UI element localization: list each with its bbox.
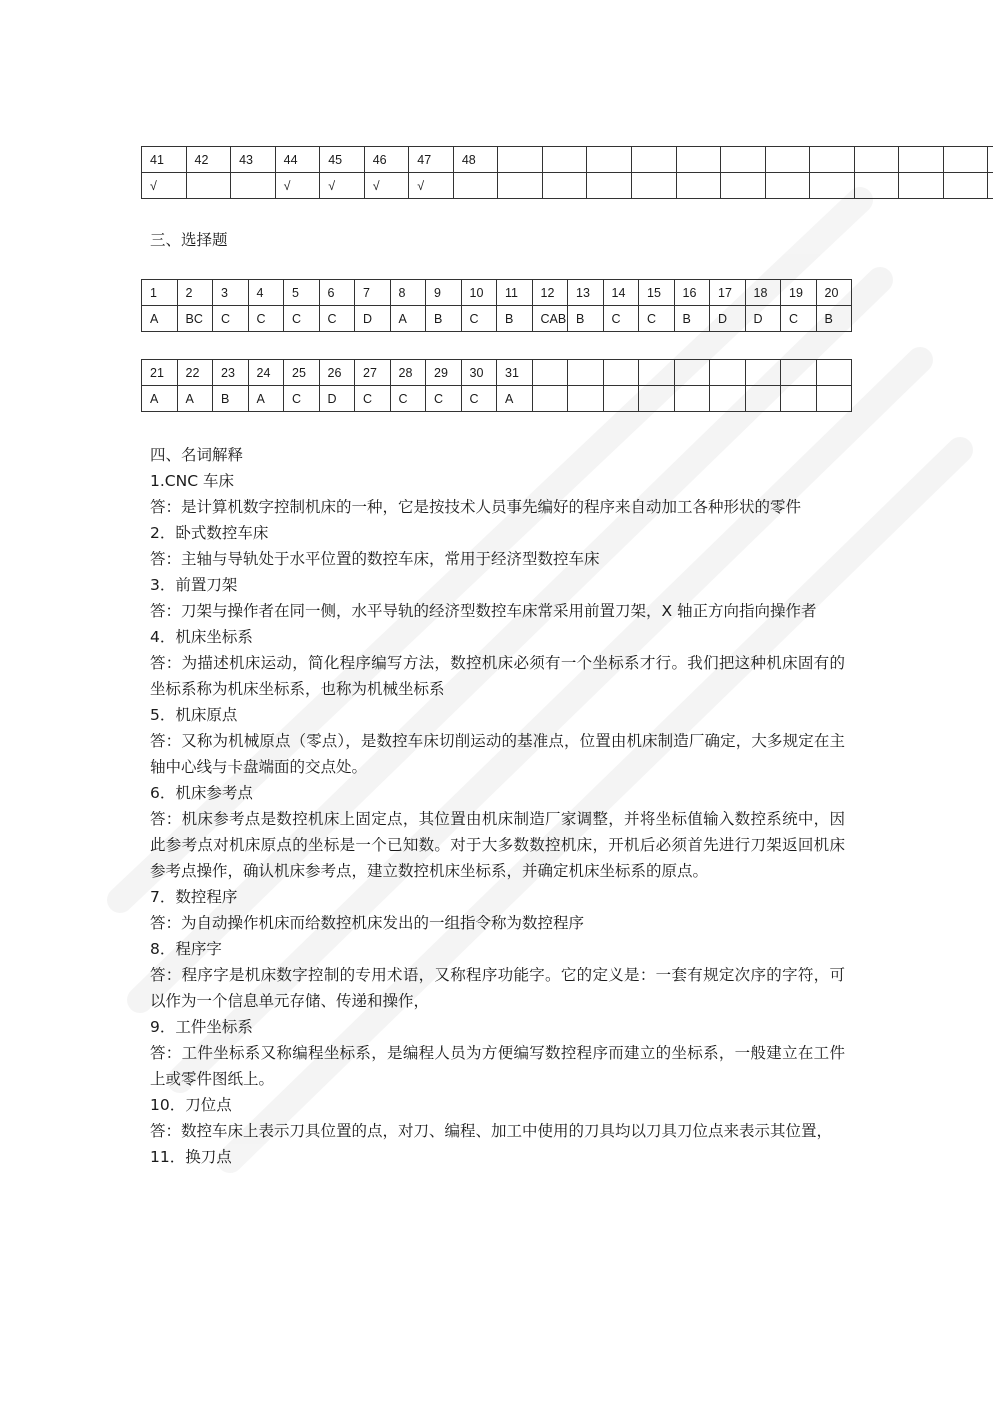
- answer-cell: A: [142, 386, 178, 412]
- question-number-cell: 47: [409, 147, 454, 173]
- question-number-cell: 48: [453, 147, 498, 173]
- question-number-cell: 26: [319, 360, 355, 386]
- question-number-cell: [854, 147, 899, 173]
- answer-cell: C: [284, 386, 320, 412]
- question-number-cell: [988, 147, 993, 173]
- glossary-term: 2．卧式数控车床: [150, 524, 269, 542]
- question-number-cell: [603, 360, 639, 386]
- glossary-term: 11．换刀点: [150, 1148, 232, 1166]
- glossary-term: 10．刀位点: [150, 1096, 232, 1114]
- question-number-cell: 13: [568, 280, 604, 306]
- table-row: [142, 173, 993, 199]
- answer-cell: [632, 173, 677, 199]
- glossary-section: [150, 442, 845, 1170]
- answer-cell: D: [319, 386, 355, 412]
- question-number-cell: 7: [355, 280, 391, 306]
- answer-cell: [781, 386, 817, 412]
- question-number-cell: 15: [639, 280, 675, 306]
- answer-cell: A: [390, 306, 426, 332]
- question-number-cell: 5: [284, 280, 320, 306]
- question-number-cell: 27: [355, 360, 391, 386]
- question-number-cell: 6: [319, 280, 355, 306]
- glossary-answer: 答：程序字是机床数字控制的专用术语，又称程序功能字。它的定义是：一套有规定次序的字符，可以作为一个信息单元存储、传递和操作，: [150, 966, 845, 1010]
- question-number-cell: 1: [142, 280, 178, 306]
- question-number-cell: [781, 360, 817, 386]
- glossary-term: 4．机床坐标系: [150, 628, 253, 646]
- table-row: [142, 386, 852, 412]
- answer-cell: [765, 173, 810, 199]
- answer-cell: C: [461, 306, 497, 332]
- question-number-cell: [632, 147, 677, 173]
- answer-cell: C: [781, 306, 817, 332]
- glossary-answer: 答：主轴与导轨处于水平位置的数控车床，常用于经济型数控车床: [150, 550, 600, 568]
- answer-cell: [745, 386, 781, 412]
- answer-cell: A: [177, 386, 213, 412]
- table-row: [142, 280, 852, 306]
- question-number-cell: 4: [248, 280, 284, 306]
- question-number-cell: 22: [177, 360, 213, 386]
- table-row: [142, 306, 852, 332]
- question-number-cell: 29: [426, 360, 462, 386]
- answer-cell: [639, 386, 675, 412]
- answer-cell: BC: [177, 306, 213, 332]
- answer-cell: B: [816, 306, 852, 332]
- glossary-term: 7．数控程序: [150, 888, 238, 906]
- question-number-cell: 2: [177, 280, 213, 306]
- question-number-cell: [568, 360, 604, 386]
- glossary-answer: 答：数控车床上表示刀具位置的点，对刀、编程、加工中使用的刀具均以刀具刀位点来表示其位置，: [150, 1122, 833, 1140]
- section-heading-glossary: 四、名词解释: [150, 446, 244, 464]
- answer-cell: [603, 386, 639, 412]
- answer-cell: B: [213, 386, 249, 412]
- answer-cell: C: [319, 306, 355, 332]
- answer-cell: [854, 173, 899, 199]
- glossary-answer: 答：为描述机床运动，简化程序编写方法，数控机床必须有一个坐标系才行。我们把这种机床固有的坐标系称为机床坐标系，也称为机械坐标系: [150, 654, 845, 698]
- glossary-answer: 答：又称为机械原点（零点），是数控车床切削运动的基准点，位置由机床制造厂确定，大多规定在主轴中心线与卡盘端面的交点处。: [150, 732, 845, 776]
- answer-cell: [674, 386, 710, 412]
- glossary-term: 5．机床原点: [150, 706, 238, 724]
- answer-cell: C: [213, 306, 249, 332]
- question-number-cell: [816, 360, 852, 386]
- question-number-cell: [810, 147, 855, 173]
- question-number-cell: 46: [364, 147, 409, 173]
- answer-cell: A: [142, 306, 178, 332]
- glossary-answer: 答：为自动操作机床而给数控机床发出的一组指令称为数控程序: [150, 914, 585, 932]
- question-number-cell: [943, 147, 988, 173]
- glossary-term: 8．程序字: [150, 940, 222, 958]
- question-number-cell: 9: [426, 280, 462, 306]
- question-number-cell: 43: [231, 147, 276, 173]
- section-heading-multiple-choice: 三、选择题: [150, 231, 228, 249]
- question-number-cell: 8: [390, 280, 426, 306]
- question-number-cell: [899, 147, 944, 173]
- question-number-cell: 10: [461, 280, 497, 306]
- answer-cell: C: [603, 306, 639, 332]
- answer-cell: D: [745, 306, 781, 332]
- question-number-cell: 19: [781, 280, 817, 306]
- answer-cell: [943, 173, 988, 199]
- glossary-term: 9．工件坐标系: [150, 1018, 253, 1036]
- question-number-cell: 42: [186, 147, 231, 173]
- table-row: [142, 360, 852, 386]
- answer-cell: [231, 173, 276, 199]
- glossary-answer: 答：刀架与操作者在同一侧，水平导轨的经济型数控车床常采用前置刀架，X 轴正方向指向操作者: [150, 602, 817, 620]
- question-number-cell: [674, 360, 710, 386]
- question-number-cell: 11: [497, 280, 533, 306]
- answer-cell: √: [409, 173, 454, 199]
- glossary-term: 6．机床参考点: [150, 784, 253, 802]
- question-number-cell: [745, 360, 781, 386]
- answer-cell: B: [674, 306, 710, 332]
- answer-cell: [587, 173, 632, 199]
- question-number-cell: 16: [674, 280, 710, 306]
- question-number-cell: 30: [461, 360, 497, 386]
- answer-cell: [186, 173, 231, 199]
- answer-cell: D: [710, 306, 746, 332]
- answer-cell: C: [355, 386, 391, 412]
- question-number-cell: 25: [284, 360, 320, 386]
- question-number-cell: 28: [390, 360, 426, 386]
- answer-cell: A: [248, 386, 284, 412]
- question-number-cell: [587, 147, 632, 173]
- answer-cell: √: [320, 173, 365, 199]
- answer-cell: A: [497, 386, 533, 412]
- question-number-cell: 17: [710, 280, 746, 306]
- question-number-cell: [721, 147, 766, 173]
- question-number-cell: [639, 360, 675, 386]
- answer-cell: [710, 386, 746, 412]
- question-number-cell: 14: [603, 280, 639, 306]
- glossary-answer: 答：工件坐标系又称编程坐标系，是编程人员为方便编写数控程序而建立的坐标系，一般建立在工件上或零件图纸上。: [150, 1044, 845, 1088]
- question-number-cell: 41: [142, 147, 187, 173]
- answer-cell: √: [142, 173, 187, 199]
- answer-cell: B: [497, 306, 533, 332]
- answer-cell: [542, 173, 587, 199]
- answer-cell: C: [639, 306, 675, 332]
- question-number-cell: [542, 147, 587, 173]
- answer-cell: [676, 173, 721, 199]
- answer-cell: D: [355, 306, 391, 332]
- answer-cell: C: [461, 386, 497, 412]
- multiple-choice-answer-table-2: [141, 359, 852, 412]
- answer-cell: [453, 173, 498, 199]
- question-number-cell: 23: [213, 360, 249, 386]
- question-number-cell: 45: [320, 147, 365, 173]
- question-number-cell: [676, 147, 721, 173]
- answer-cell: [498, 173, 543, 199]
- answer-cell: [532, 386, 568, 412]
- answer-cell: [988, 173, 993, 199]
- question-number-cell: [710, 360, 746, 386]
- glossary-term: 1.CNC 车床: [150, 472, 234, 490]
- answer-cell: C: [248, 306, 284, 332]
- true-false-answer-table: [141, 146, 993, 199]
- glossary-answer: 答：机床参考点是数控机床上固定点，其位置由机床制造厂家调整，并将坐标值输入数控系统中，因此参考点对机床原点的坐标是一个已知数。对于大多数数控机床，开机后必须首先进行刀架返回机床参考点操作，确认机床参考点，建立数控机床坐标系，并确定机床坐标系的原点。: [150, 810, 845, 880]
- answer-cell: [810, 173, 855, 199]
- question-number-cell: [765, 147, 810, 173]
- answer-cell: CAB: [532, 306, 568, 332]
- answer-cell: √: [275, 173, 320, 199]
- multiple-choice-answer-table-1: [141, 279, 852, 332]
- answer-cell: B: [568, 306, 604, 332]
- question-number-cell: [498, 147, 543, 173]
- answer-cell: [721, 173, 766, 199]
- answer-cell: [899, 173, 944, 199]
- answer-cell: √: [364, 173, 409, 199]
- answer-cell: C: [426, 386, 462, 412]
- answer-cell: [568, 386, 604, 412]
- glossary-term: 3．前置刀架: [150, 576, 238, 594]
- question-number-cell: 24: [248, 360, 284, 386]
- question-number-cell: 18: [745, 280, 781, 306]
- question-number-cell: [532, 360, 568, 386]
- question-number-cell: 3: [213, 280, 249, 306]
- answer-cell: B: [426, 306, 462, 332]
- answer-cell: C: [284, 306, 320, 332]
- glossary-answer: 答：是计算机数字控制机床的一种，它是按技术人员事先编好的程序来自动加工各种形状的零件: [150, 498, 802, 516]
- question-number-cell: 44: [275, 147, 320, 173]
- answer-cell: C: [390, 386, 426, 412]
- question-number-cell: 31: [497, 360, 533, 386]
- answer-cell: [816, 386, 852, 412]
- question-number-cell: 12: [532, 280, 568, 306]
- question-number-cell: 20: [816, 280, 852, 306]
- question-number-cell: 21: [142, 360, 178, 386]
- table-row: [142, 147, 993, 173]
